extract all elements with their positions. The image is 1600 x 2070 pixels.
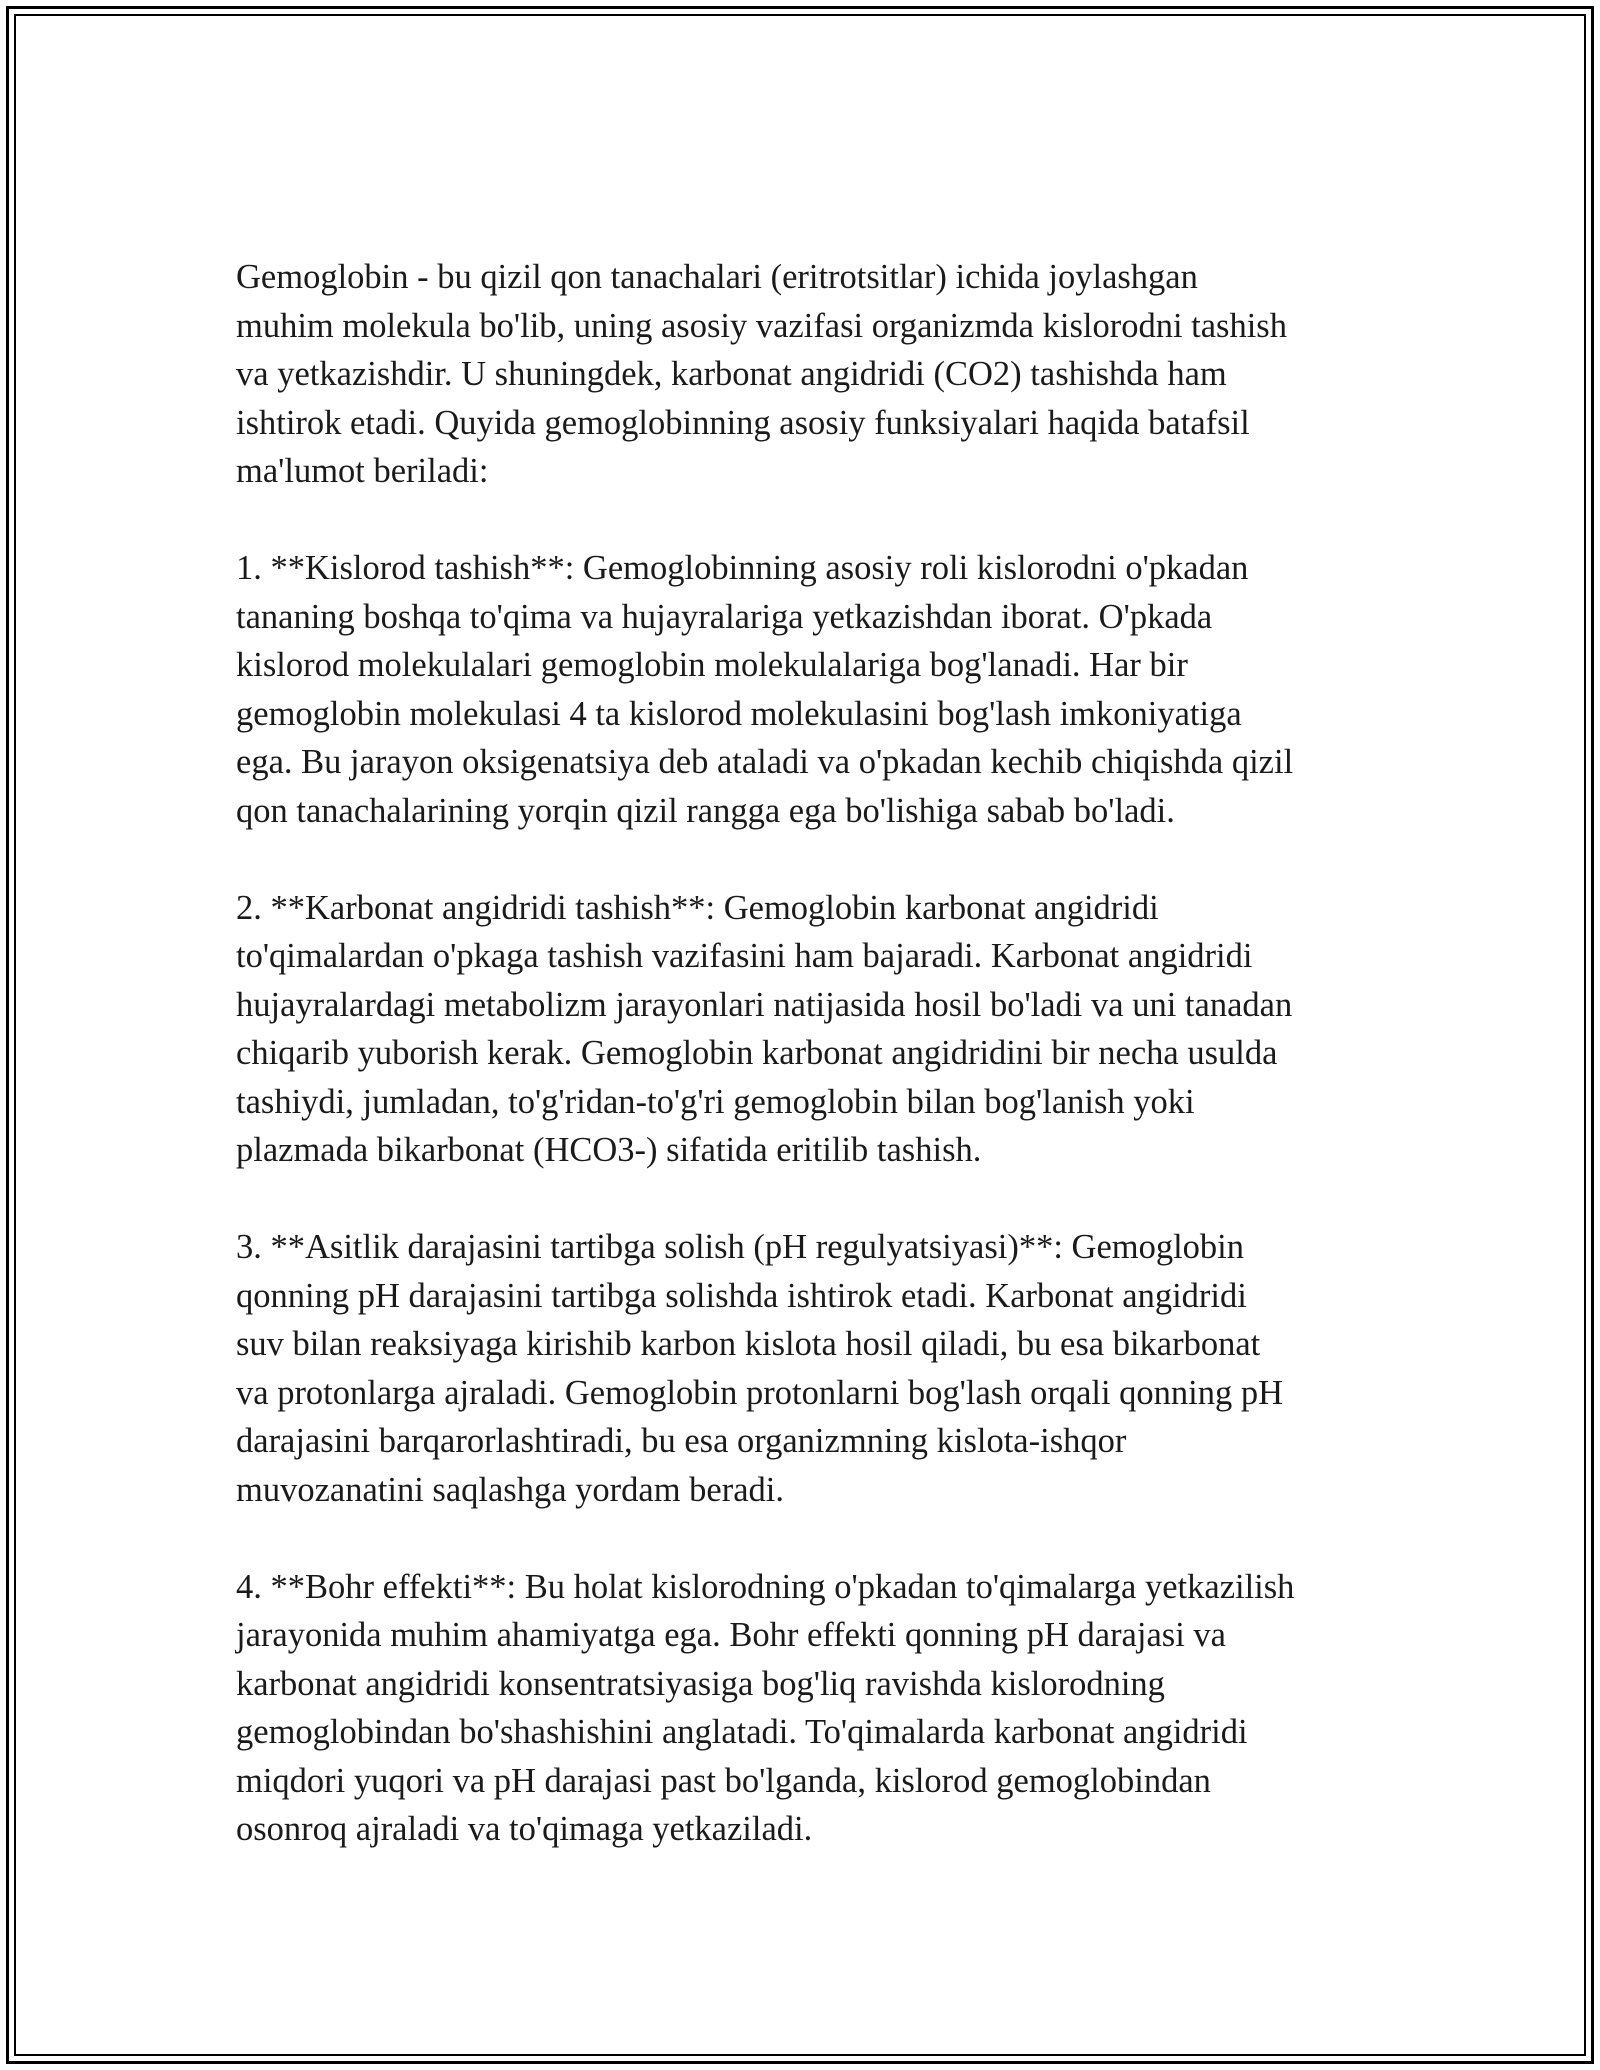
paragraph-oxygen-transport: 1. **Kislorod tashish**: Gemoglobinning asosiy roli kislorodni o'pkadan tananing boshqa to'qima va hujayralariga yetkazishdan iborat. O'pkada kislorod molekulalari gemoglobin molekulalariga bog'lanadi. Har bir gemoglobin molekulasi 4 ta kislorod molekulasini bog'lash imkoniyatiga ega. Bu jarayon oksigenatsiya deb ataladi va o'pkadan kechib chiqishda qizil qon tanachalarining yorqin qizil rangga ega bo'lishiga sabab bo'ladi. (236, 549, 1294, 830)
paragraph-bohr-effect: 4. **Bohr effekti**: Bu holat kislorodning o'pkadan to'qimalarga yetkazilish jarayonida muhim ahamiyatga ega. Bohr effekti qonning pH darajasi va karbonat angidridi konsentratsiyasiga bog'liq ravishda kislorodning gemoglobindan bo'shashishini anglatadi. To'qimalarda karbonat angidridi miqdori yuqori va pH darajasi past bo'lganda, kislorod gemoglobindan osonroq ajraladi va to'qimaga yetkaziladi. (236, 1567, 1295, 1848)
intro-paragraph: Gemoglobin - bu qizil qon tanachalari (eritrotsitlar) ichida joylashgan muhim molekula bo'lib, uning asosiy vazifasi organizmda kislorodni tashish va yetkazishdir. U shuningdek, karbonat angidridi (CO2) tashishda ham ishtirok etadi. Quyida gemoglobinning asosiy funksiyalari haqida batafsil ma'lumot beriladi: (236, 258, 1287, 490)
paragraph-co2-transport: 2. **Karbonat angidridi tashish**: Gemoglobin karbonat angidridi to'qimalardan o'pkaga tashish vazifasini ham bajaradi. Karbonat angidridi hujayralardagi metabolizm jarayonlari natijasida hosil bo'ladi va uni tanadan chiqarib yuborish kerak. Gemoglobin karbonat angidridini bir necha usulda tashiydi, jumladan, to'g'ridan-to'g'ri gemoglobin bilan bog'lanish yoki plazmada bikarbonat (HCO3-) sifatida eritilib tashish. (236, 888, 1293, 1169)
document-body (236, 253, 1376, 1854)
paragraph-ph-regulation: 3. **Asitlik darajasini tartibga solish (pH regulyatsiyasi)**: Gemoglobin qonning pH darajasini tartibga solishda ishtirok etadi. Karbonat angidridi suv bilan reaksiyaga kirishib karbon kislota hosil qiladi, bu esa bikarbonat va protonlarga ajraladi. Gemoglobin protonlarni bog'lash orqali qonning pH darajasini barqarorlashtiradi, bu esa organizmning kislota-ishqor muvozanatini saqlashga yordam beradi. (236, 1228, 1284, 1509)
